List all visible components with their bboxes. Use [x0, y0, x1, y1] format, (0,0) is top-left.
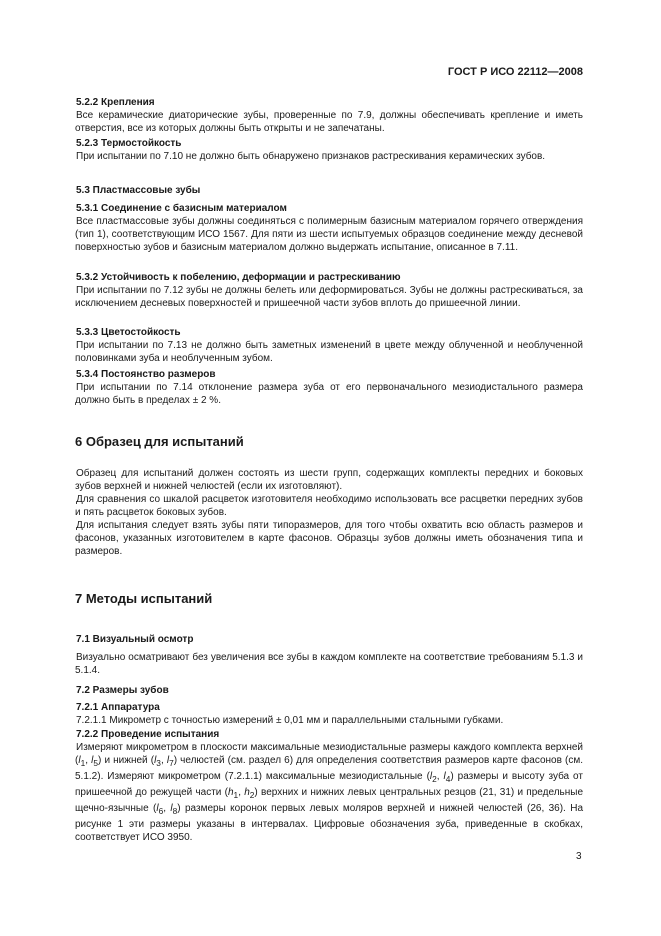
- paragraph-7-2-2: [75, 741, 583, 844]
- section-6-body: [75, 467, 583, 558]
- section-5-3: [75, 184, 583, 197]
- subscript: 4: [445, 774, 451, 784]
- subscript: 2: [249, 790, 255, 800]
- heading-5-3-2: 5.3.2 Устойчивость к побелению, деформации и растрескиванию: [76, 272, 401, 283]
- symbol-l: l: [156, 803, 159, 814]
- subscript: 7: [169, 758, 174, 768]
- paragraph-5-3-2: При испытании по 7.12 зубы не должны белеть или деформироваться. Зубы не должны растрескиваться, за исключением десневых поверхностей и пришеечной части зубов вплоть до пришеечной линии.: [75, 285, 583, 309]
- subscript: 3: [156, 758, 161, 768]
- subscript: 6: [158, 806, 164, 816]
- text-segment: ) размеры и высоту зуба от пришеечной до режущей части (: [75, 771, 583, 798]
- subscript: 5: [93, 758, 98, 768]
- text-segment: ) размеры коронок первых левых моляров верхней и нижней челюстей (26, 36). На рисунке 1 эти размеры указаны в интервалах. Цифровые обозначения зуба, приведенные в скобках, соответствует ИСО 3950.: [75, 803, 584, 843]
- section-5-3-2: [75, 271, 583, 310]
- separator: ,: [163, 803, 171, 814]
- subscript: 8: [172, 806, 178, 816]
- section-7-1: [75, 633, 583, 677]
- section-5-3-1: [75, 202, 583, 254]
- section-5-3-4: [75, 368, 583, 407]
- subscript: 1: [233, 790, 239, 800]
- heading-5-2-2: 5.2.2 Крепления: [76, 97, 155, 108]
- page-number: 3: [576, 851, 582, 862]
- paragraph-7-2-1-1: 7.2.1.1 Микрометр с точностью измерений ± 0,01 мм и параллельными стальными губками.: [76, 715, 504, 726]
- symbol-l: l: [78, 755, 81, 766]
- heading-7-2-2: 7.2.2 Проведение испытания: [76, 729, 220, 740]
- symbol-l: l: [429, 771, 433, 782]
- heading-5-3-4: 5.3.4 Постоянство размеров: [76, 369, 216, 380]
- text-segment: Измеряют микрометром в плоскости максимальные мезиодистальные размеры каждого комплекта верхней (: [75, 742, 583, 766]
- symbol-h: h: [244, 787, 250, 798]
- section-6: [75, 434, 583, 450]
- section-7-2: [75, 684, 583, 697]
- paragraph-5-3-1: Все пластмассовые зубы должны соединяться с полимерным базисным материалом горячего отверждения (тип 1), соответствующим ИСО 1567. Для пяти из шести испытуемых образцов соединение между десневой поверхностью зубов и базисным материалом должно выдержать испытание, описанное в 7.11.: [75, 216, 583, 253]
- symbol-l: l: [166, 755, 170, 766]
- heading-5-3-1: 5.3.1 Соединение с базисным материалом: [76, 203, 287, 214]
- heading-6: 6 Образец для испытаний: [75, 434, 244, 449]
- heading-7-2-1: 7.2.1 Аппаратура: [76, 702, 160, 713]
- paragraph-5-2-3: При испытании по 7.10 не должно быть обнаружено признаков растрескивания керамических зубов.: [76, 151, 546, 162]
- separator: ,: [160, 755, 167, 766]
- separator: ,: [436, 771, 444, 782]
- heading-7-2: 7.2 Размеры зубов: [76, 685, 169, 696]
- paragraph-5-3-3: При испытании по 7.13 не должно быть заметных изменений в цвете между облученной и необлученной половинками зуба и необлученным зубом.: [75, 340, 583, 364]
- separator: ,: [238, 787, 245, 798]
- paragraph-5-2-2: Все керамические диаторические зубы, проверенные по 7.9, должны обеспечивать крепление и иметь отверстия, все из которых должны быть открыты и не запечатаны.: [75, 110, 583, 134]
- section-7: [75, 591, 583, 607]
- paragraph-6-1: Образец для испытаний должен состоять из шести групп, содержащих комплекты передних и боковых зубов верхней и нижней челюстей (если их изготовляют).: [75, 468, 583, 492]
- heading-5-3: 5.3 Пластмассовые зубы: [76, 185, 201, 196]
- section-5-2-2: [75, 96, 583, 135]
- text-segment: ) челюстей (см. раздел 6) для определения соответствия размеров карте фасонов (см. 5.1.2). Измеряют микрометром (7.2.1.1) максимальные мезиодистальные (: [75, 755, 584, 782]
- running-header: ГОСТ Р ИСО 22112—2008: [447, 66, 583, 78]
- symbol-l: l: [443, 771, 446, 782]
- heading-5-2-3: 5.2.3 Термостойкость: [76, 138, 182, 149]
- symbol-l: l: [154, 755, 157, 766]
- text-segment: ) и нижней (: [98, 755, 155, 766]
- paragraph-6-2: Для сравнения со шкалой расцветок изготовителя необходимо использовать все расцветки передних зубов и пять расцветок боковых зубов.: [75, 494, 583, 518]
- subscript: 2: [432, 774, 437, 784]
- symbol-h: h: [227, 787, 234, 798]
- section-5-3-3: [75, 326, 583, 365]
- symbol-l: l: [170, 803, 173, 814]
- paragraph-6-3: Для испытания следует взять зубы пяти типоразмеров, для того чтобы охватить всю область размеров и фасонов, указанных изготовителем в карте фасонов. Образцы зубов должны иметь обозначения типа и размеров.: [75, 520, 583, 557]
- subscript: 1: [80, 758, 86, 768]
- text-segment: ) верхних и нижних левых центральных резцов (21, 31) и предельные щечно-язычные (: [75, 787, 584, 814]
- separator: ,: [85, 755, 92, 766]
- heading-7-1: 7.1 Визуальный осмотр: [76, 634, 194, 645]
- section-5-2-3: [75, 137, 583, 163]
- heading-5-3-3: 5.3.3 Цветостойкость: [76, 327, 181, 338]
- section-7-2-1: [75, 701, 583, 727]
- paragraph-7-1: Визуально осматривают без увеличения все зубы в каждом комплекте на соответствие требованиям 5.1.3 и 5.1.4.: [75, 652, 583, 676]
- heading-7: 7 Методы испытаний: [75, 591, 213, 606]
- symbol-l: l: [91, 755, 94, 766]
- section-7-2-2: [75, 728, 583, 844]
- paragraph-5-3-4: При испытании по 7.14 отклонение размера зуба от его первоначального мезиодистального размера должно быть в пределах ± 2 %.: [75, 382, 583, 406]
